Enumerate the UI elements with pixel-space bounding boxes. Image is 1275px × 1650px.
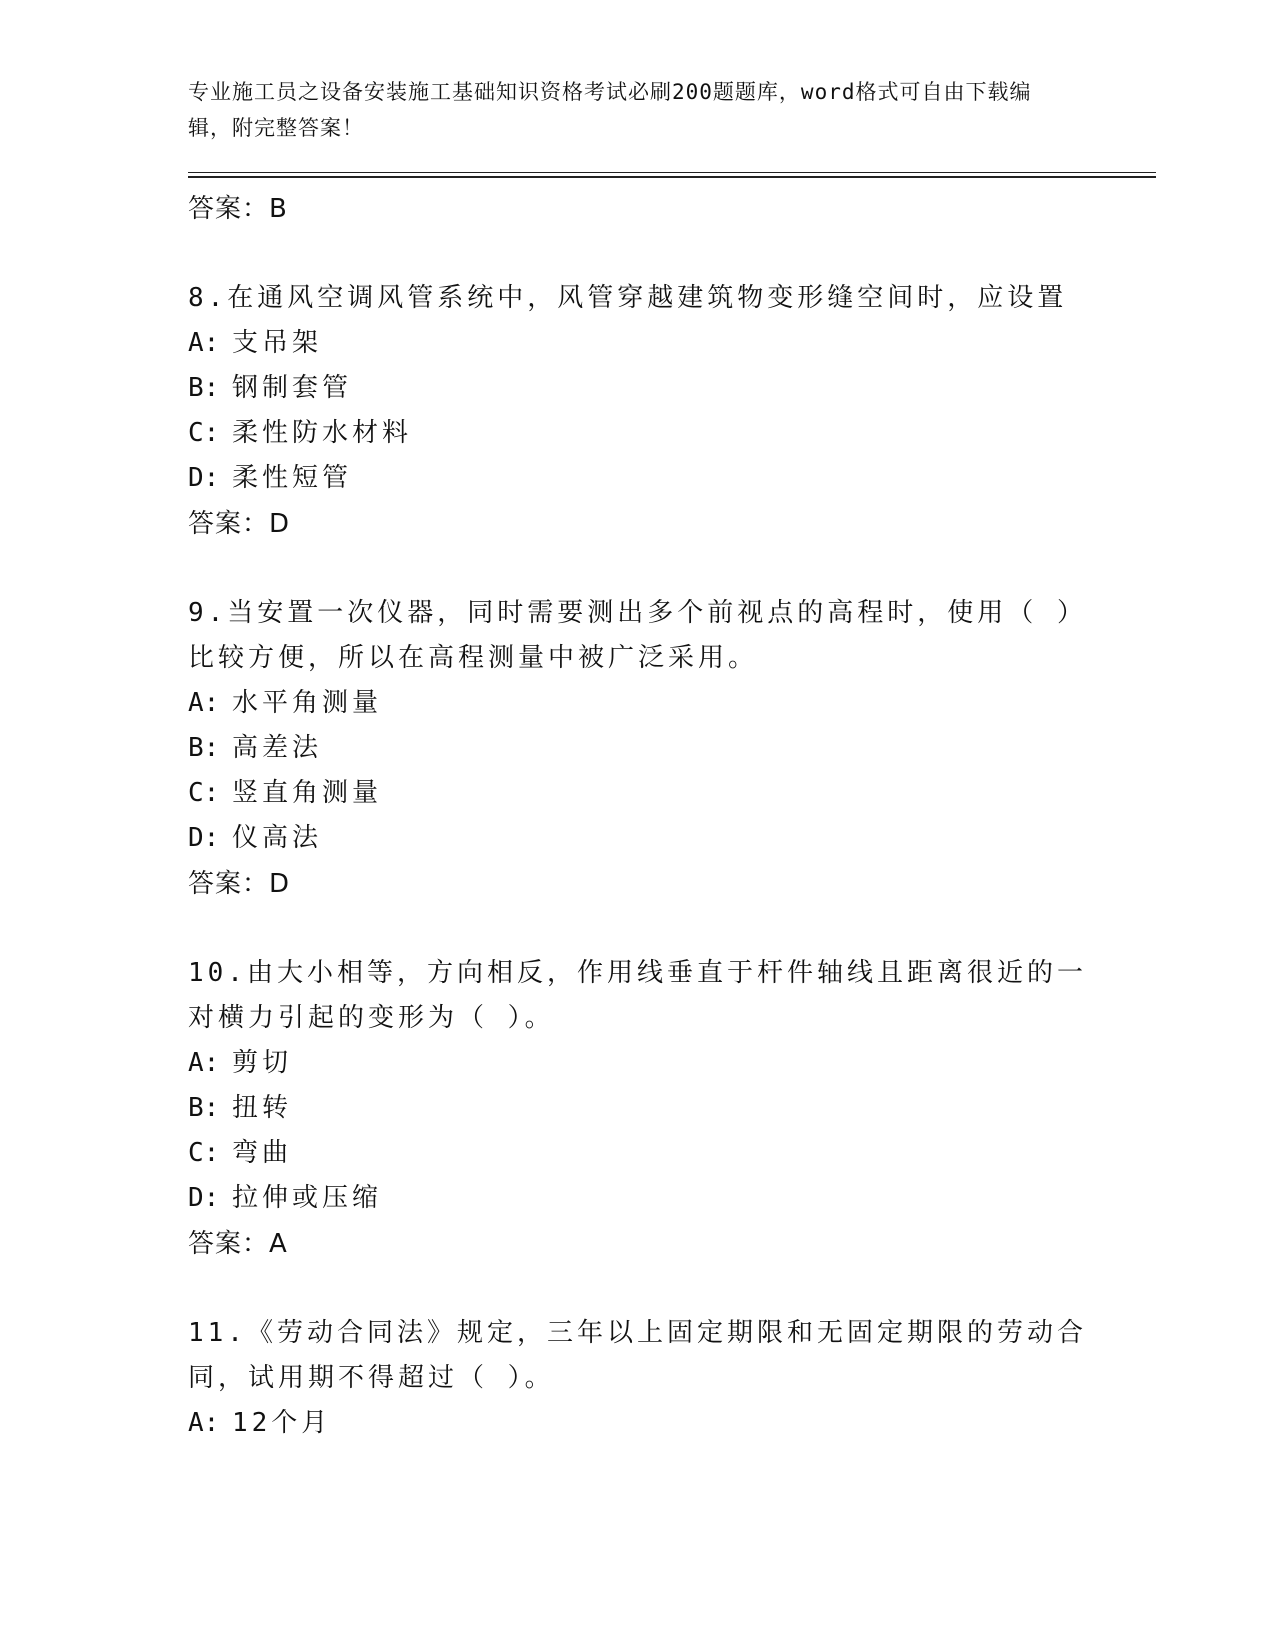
option-label: D: <box>188 823 220 853</box>
option-text: 12个月 <box>232 1408 332 1438</box>
option-item <box>188 1086 1088 1131</box>
header-divider-thick <box>188 176 1156 178</box>
question-text: 8.在通风空调风管系统中，风管穿越建筑物变形缝空间时，应设置 <box>188 283 1068 313</box>
option-label: C: <box>188 778 220 808</box>
option-text: 钢制套管 <box>232 373 353 403</box>
question-block <box>188 951 1088 1267</box>
option-text: 扭转 <box>232 1093 293 1123</box>
option-text: 高差法 <box>232 733 323 763</box>
option-text: 水平角测量 <box>232 688 383 718</box>
option-item <box>188 366 1088 411</box>
option-text: 竖直角测量 <box>232 778 383 808</box>
option-text: 柔性短管 <box>232 463 353 493</box>
question-text: 9.当安置一次仪器，同时需要测出多个前视点的高程时，使用（ ）比较方便，所以在高程测量中被广泛采用。 <box>188 598 1087 673</box>
option-item <box>188 411 1088 456</box>
question-block <box>188 591 1088 907</box>
option-label: B: <box>188 733 220 763</box>
header-divider-thin <box>188 172 1156 173</box>
option-text: 仪高法 <box>232 823 323 853</box>
option-label: A: <box>188 1048 220 1078</box>
option-item <box>188 726 1088 771</box>
document-header: 专业施工员之设备安装施工基础知识资格考试必刷200题题库，word格式可自由下载编辑，附完整答案！ <box>188 80 1032 140</box>
option-label: D: <box>188 463 220 493</box>
option-label: A: <box>188 1408 220 1438</box>
option-item <box>188 1041 1088 1086</box>
option-item <box>188 456 1088 501</box>
option-text: 支吊架 <box>232 328 323 358</box>
option-label: C: <box>188 1138 220 1168</box>
option-item <box>188 771 1088 816</box>
option-label: B: <box>188 373 220 403</box>
option-label: D: <box>188 1183 220 1213</box>
option-item <box>188 681 1088 726</box>
option-item <box>188 1131 1088 1176</box>
question-text: 11.《劳动合同法》规定，三年以上固定期限和无固定期限的劳动合同，试用期不得超过（ ）。 <box>188 1318 1087 1393</box>
option-label: A: <box>188 688 220 718</box>
question-block <box>188 1311 1088 1446</box>
answer-line: 答案：A <box>188 1229 288 1259</box>
option-item <box>188 1401 1088 1446</box>
answer-line: 答案：D <box>188 869 291 899</box>
option-text: 柔性防水材料 <box>232 418 413 448</box>
option-item <box>188 1176 1088 1221</box>
option-label: B: <box>188 1093 220 1123</box>
option-text: 拉伸或压缩 <box>232 1183 383 1213</box>
option-item <box>188 816 1088 861</box>
option-text: 剪切 <box>232 1048 293 1078</box>
option-item <box>188 321 1088 366</box>
question-list <box>188 186 1088 1446</box>
question-text: 10.由大小相等，方向相反，作用线垂直于杆件轴线且距离很近的一对横力引起的变形为（ ）。 <box>188 958 1087 1033</box>
answer-line: 答案：B <box>188 194 288 224</box>
option-text: 弯曲 <box>232 1138 293 1168</box>
option-label: C: <box>188 418 220 448</box>
question-block <box>188 276 1088 547</box>
option-label: A: <box>188 328 220 358</box>
answer-line: 答案：D <box>188 509 291 539</box>
